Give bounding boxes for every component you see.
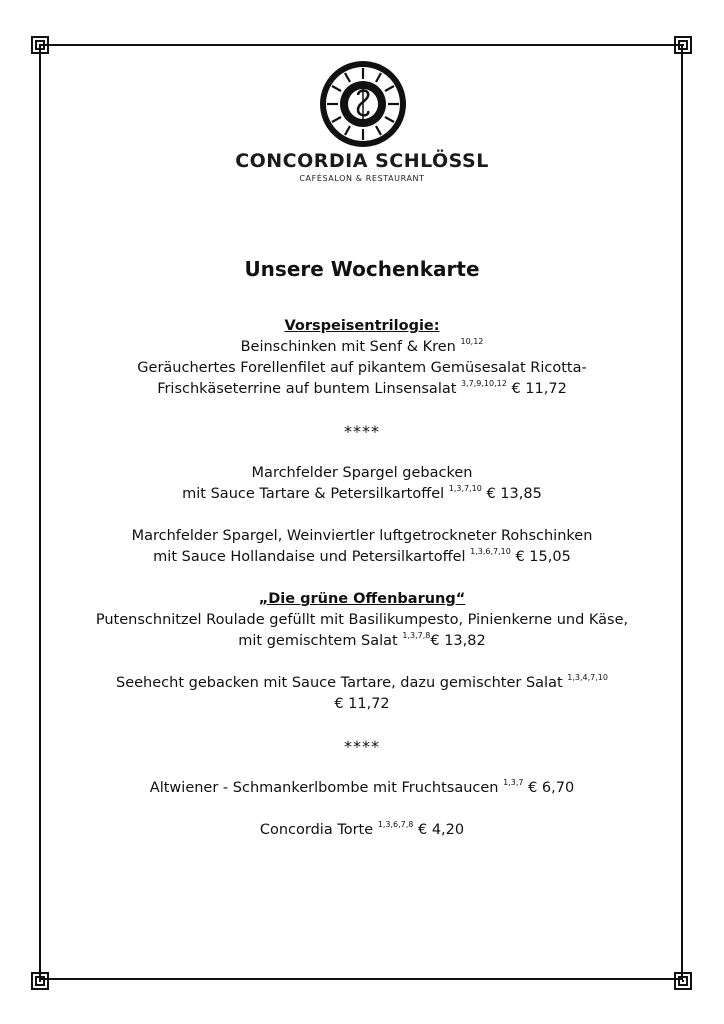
dish-2-line-2 <box>60 547 664 568</box>
dish-text: Seehecht gebacken mit Sauce Tartare, dazu gemischter Salat <box>116 675 563 691</box>
price: € 6,70 <box>528 780 575 796</box>
allergen-codes: 1,3,6,7,8 <box>377 820 414 830</box>
starter-line-1 <box>60 337 664 358</box>
allergen-codes: 1,3,7,10 <box>448 484 482 494</box>
separator: **** <box>344 737 380 756</box>
allergen-codes: 1,3,7 <box>503 778 524 788</box>
starter-text: Beinschinken mit Senf & Kren <box>240 339 456 355</box>
starter-line-3 <box>60 379 664 400</box>
dish-3-line-1: Putenschnitzel Roulade gefüllt mit Basilikumpesto, Pinienkerne und Käse, <box>95 612 629 628</box>
separator: **** <box>344 422 380 441</box>
allergen-codes: 1,3,6,7,10 <box>470 547 511 557</box>
dessert-1 <box>60 778 664 799</box>
page-title: Unsere Wochenkarte <box>244 257 480 281</box>
allergen-codes: 1,3,7,8 <box>402 631 431 641</box>
dessert-2 <box>60 820 664 841</box>
menu-list <box>60 316 664 841</box>
clock-logo-icon <box>318 59 408 149</box>
dish-text: mit Sauce Tartare & Petersilkartoffel <box>182 486 445 502</box>
starter-text: Frischkäseterrine auf buntem Linsensalat <box>157 381 457 397</box>
price: € 13,85 <box>486 486 542 502</box>
dish-3-line-2 <box>60 631 664 652</box>
price: € 4,20 <box>418 822 465 838</box>
starter-heading: Vorspeisentrilogie: <box>284 318 440 334</box>
starter-line-2: Geräuchertes Forellenfilet auf pikantem Gemüsesalat Ricotta- <box>137 360 587 376</box>
price: € 11,72 <box>511 381 567 397</box>
corner-ornament-icon <box>31 36 49 54</box>
dish-4-line-1 <box>60 673 664 694</box>
dish-1-line-1: Marchfelder Spargel gebacken <box>251 465 473 481</box>
allergen-codes: 3,7,9,10,12 <box>461 379 507 389</box>
price: € 15,05 <box>515 549 571 565</box>
brand-tagline: CAFÉSALON & RESTAURANT <box>299 174 425 183</box>
dish-4-price: € 11,72 <box>334 696 390 712</box>
allergen-codes: 1,3,4,7,10 <box>567 673 608 683</box>
dish-1-line-2 <box>60 484 664 505</box>
corner-ornament-icon <box>674 972 692 990</box>
corner-ornament-icon <box>31 972 49 990</box>
allergen-codes: 10,12 <box>460 337 484 347</box>
dish-text: mit gemischtem Salat <box>238 633 398 649</box>
dessert-text: Altwiener - Schmankerlbombe mit Fruchtsaucen <box>149 780 499 796</box>
dish-2-line-1: Marchfelder Spargel, Weinviertler luftgetrockneter Rohschinken <box>131 528 593 544</box>
brand-name: CONCORDIA SCHLÖSSL <box>235 150 489 172</box>
special-heading: „Die grüne Offenbarung“ <box>258 591 466 607</box>
price: € 13,82 <box>430 633 486 649</box>
corner-ornament-icon <box>674 36 692 54</box>
dish-text: mit Sauce Hollandaise und Petersilkartoffel <box>153 549 466 565</box>
dessert-text: Concordia Torte <box>259 822 374 838</box>
